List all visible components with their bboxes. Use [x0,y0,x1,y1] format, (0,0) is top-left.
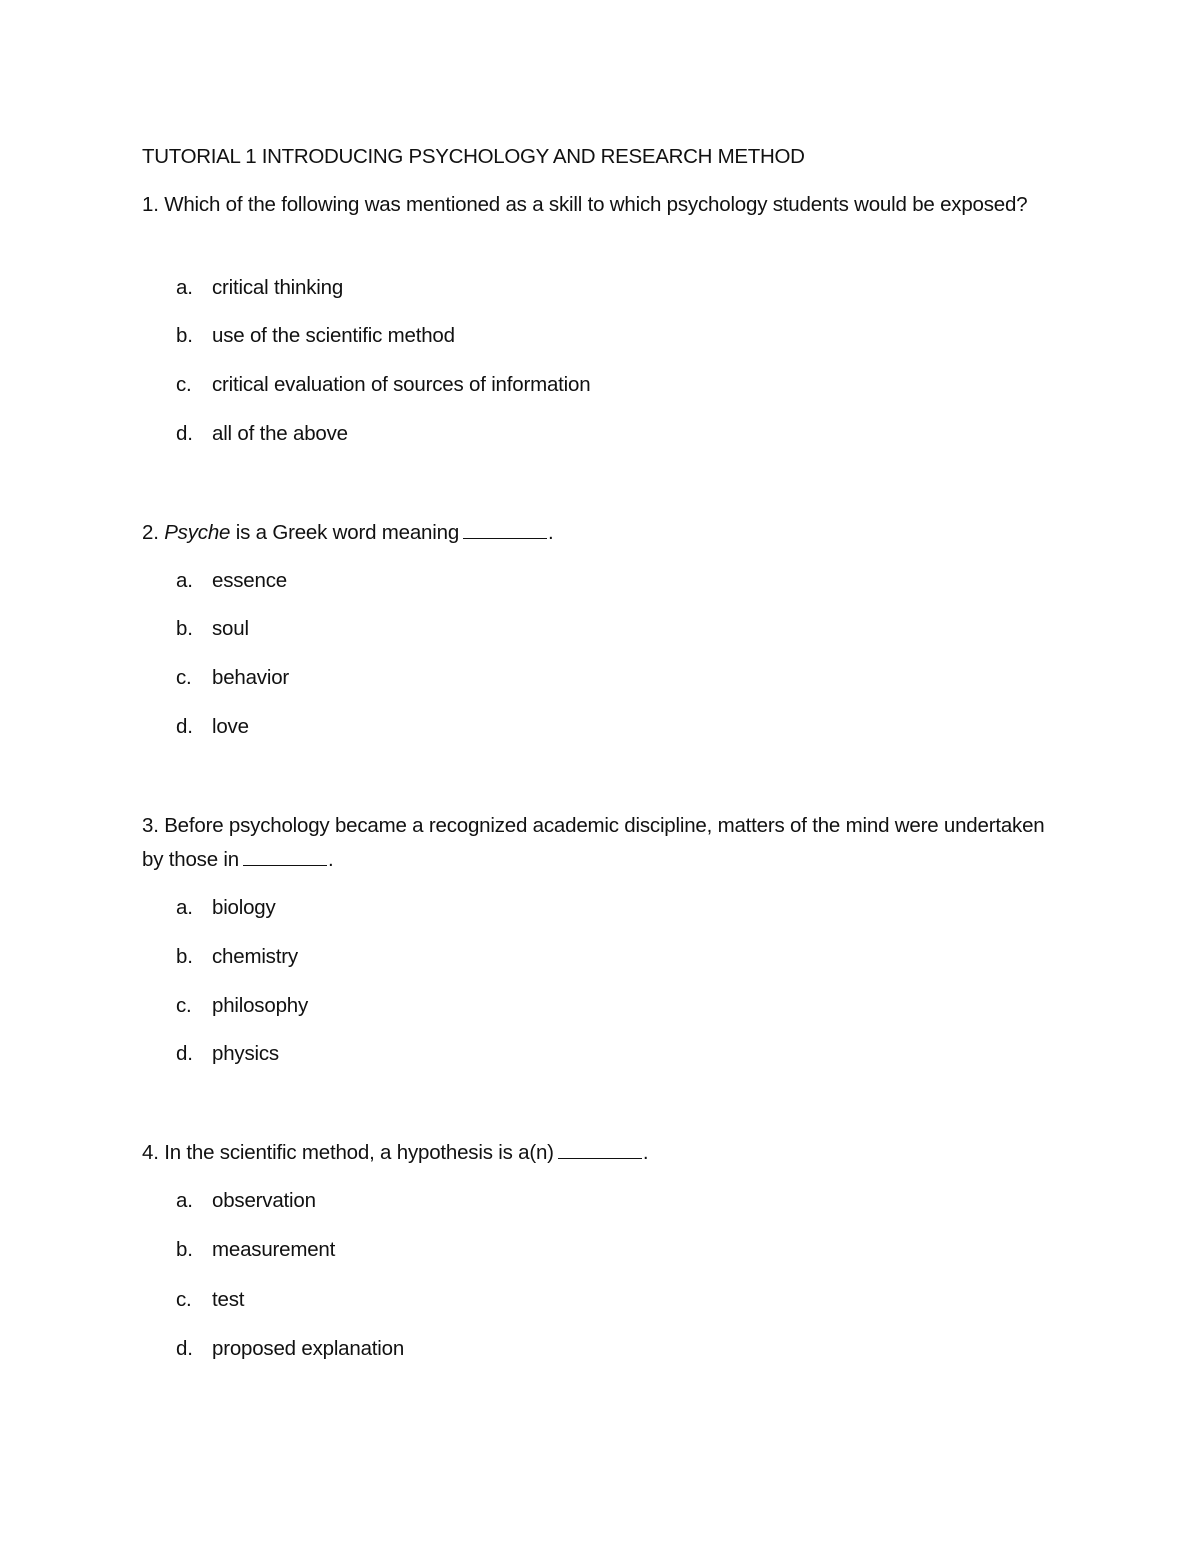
question-4 [142,1136,1062,1170]
option-text: all of the above [212,422,348,445]
page-title: TUTORIAL 1 INTRODUCING PSYCHOLOGY AND RESEARCH METHOD [142,145,805,168]
option-letter: a. [176,896,193,919]
option-letter: a. [176,569,193,592]
question-number: 2. [142,521,159,544]
question-text: is a Greek word meaning [235,521,460,544]
question-1-option-b [176,322,455,350]
question-4-option-c [176,1286,244,1314]
option-letter: d. [176,1042,193,1065]
option-letter: d. [176,1337,193,1360]
option-text: behavior [212,666,290,689]
answer-blank [558,1140,642,1159]
option-text: essence [212,569,287,592]
answer-blank [243,847,327,866]
option-text: physics [212,1042,279,1065]
question-text: Before psychology became a recognized academic discipline, matters of the mind were undertaken by those in [142,814,1045,871]
question-3-option-d [176,1040,279,1068]
option-letter: c. [176,666,192,689]
question-2-option-b [176,615,249,643]
option-letter: c. [176,1288,192,1311]
question-4-option-b [176,1236,335,1264]
option-letter: b. [176,945,193,968]
option-letter: c. [176,373,192,396]
question-1-option-d [176,420,348,448]
question-3-option-b [176,943,298,971]
option-text: critical thinking [212,276,344,299]
option-letter: b. [176,617,193,640]
question-1-option-c [176,371,590,399]
option-text: philosophy [212,994,309,1017]
option-text: love [212,715,249,738]
question-3 [142,809,1062,877]
option-letter: c. [176,994,192,1017]
question-text-end: . [548,521,554,544]
question-number: 3. [142,814,159,837]
option-letter: b. [176,324,193,347]
question-2-option-a [176,567,287,595]
option-text: use of the scientific method [212,324,455,347]
option-text: proposed explanation [212,1337,405,1360]
question-4-option-a [176,1187,316,1215]
option-letter: d. [176,715,193,738]
option-text: chemistry [212,945,298,968]
question-2 [142,516,1062,550]
question-text: Which of the following was mentioned as a skill to which psychology students would be exposed? [164,193,1028,216]
question-1-option-a [176,274,343,302]
question-1 [142,188,1062,222]
option-letter: a. [176,276,193,299]
question-italic-word: Psyche [164,521,231,544]
question-text: In the scientific method, a hypothesis is a(n) [164,1141,554,1164]
question-number: 4. [142,1141,159,1164]
question-number: 1. [142,193,159,216]
option-letter: a. [176,1189,193,1212]
option-text: observation [212,1189,316,1212]
option-text: measurement [212,1238,336,1261]
option-text: biology [212,896,276,919]
question-3-option-a [176,894,276,922]
option-letter: d. [176,422,193,445]
question-text-end: . [327,848,334,871]
question-2-option-d [176,713,249,741]
answer-blank [463,520,547,539]
option-text: test [212,1288,245,1311]
question-3-option-c [176,992,308,1020]
option-letter: b. [176,1238,193,1261]
question-2-option-c [176,664,289,692]
option-text: critical evaluation of sources of information [212,373,591,396]
question-4-option-d [176,1335,404,1363]
question-text-end: . [642,1141,649,1164]
option-text: soul [212,617,249,640]
